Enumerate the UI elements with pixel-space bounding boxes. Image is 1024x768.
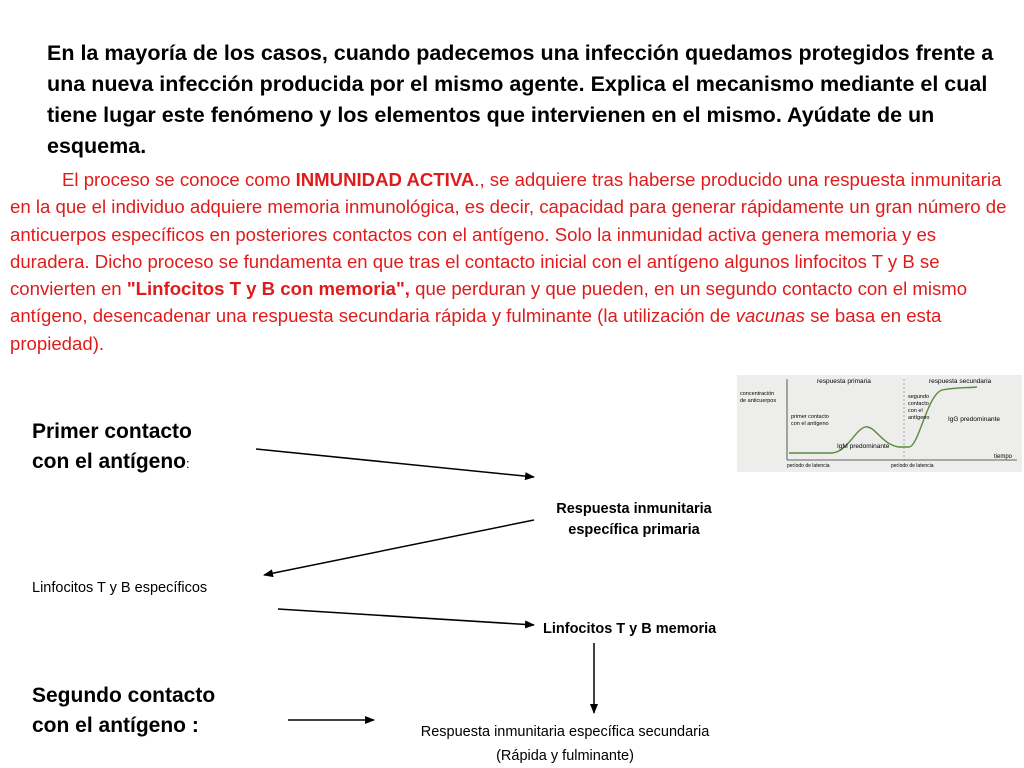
graph-first-contact-label-2: con el antígeno bbox=[791, 421, 829, 427]
first-contact-label bbox=[32, 417, 192, 479]
graph-primary-response-label: respuesta primaria bbox=[817, 378, 871, 385]
graph-secondary-response-label: respuesta secundaria bbox=[929, 378, 992, 385]
primary-response-line-2: específica primaria bbox=[568, 522, 700, 538]
answer-part-4: se basa en esta propiedad). bbox=[10, 305, 942, 354]
graph-y-axis-label-2: de anticuerpos bbox=[740, 398, 777, 404]
first-contact-line-2 bbox=[32, 447, 192, 479]
graph-y-axis-label-1: concentración bbox=[740, 391, 775, 397]
graph-latency-label-1: período de latencia bbox=[787, 463, 830, 469]
second-contact-line-1: Segundo contacto bbox=[32, 684, 216, 707]
secondary-response-label bbox=[380, 720, 750, 768]
first-contact-line-1: Primer contacto bbox=[32, 420, 192, 443]
first-contact-colon: : bbox=[186, 456, 190, 471]
answer-part-1: El proceso se conoce como bbox=[62, 169, 296, 190]
memory-lymphocytes-label: Linfocitos T y B memoria bbox=[543, 621, 717, 637]
answer-term-memory-lymphocytes: "Linfocitos T y B con memoria", bbox=[126, 278, 410, 300]
secondary-response-line-2: (Rápida y fulminante) bbox=[496, 748, 634, 764]
second-contact-label bbox=[32, 681, 215, 741]
arrow-specific-to-memory bbox=[278, 609, 534, 625]
primary-response-label bbox=[519, 499, 749, 541]
answer-part-3: que perduran y que pueden, en un segundo contacto con el mismo antígeno, desencadenar una respuesta secundaria rápida y fulminante (la utilización de bbox=[10, 278, 968, 327]
graph-igm-label: IgM predominante bbox=[837, 443, 890, 450]
secondary-response-line-1: Respuesta inmunitaria específica secundaria bbox=[420, 724, 710, 740]
arrow-first-contact-to-primary bbox=[256, 449, 534, 477]
graph-time-label: tiempo bbox=[994, 454, 1013, 460]
answer-term-vaccines: vacunas bbox=[735, 305, 805, 327]
graph-second-contact-label-2: contacto bbox=[908, 401, 929, 407]
arrow-primary-to-specific-lymphocytes bbox=[264, 520, 534, 575]
primary-response-line-1: Respuesta inmunitaria bbox=[556, 501, 712, 517]
graph-first-contact-label-1: primer contacto bbox=[791, 414, 829, 420]
graph-second-contact-label-3: con el bbox=[908, 408, 923, 414]
graph-second-contact-label-1: segundo bbox=[908, 394, 930, 400]
second-contact-line-2: con el antígeno : bbox=[32, 714, 199, 737]
question-text: En la mayoría de los casos, cuando padecemos una infección quedamos protegidos frente a una nueva infección producida por el mismo agente. Explica el mecanismo mediante el cual tiene lugar este fenómeno y los elementos que intervienen en el mismo. Ayúdate de un esquema. bbox=[47, 41, 994, 158]
specific-lymphocytes-label: Linfocitos T y B específicos bbox=[32, 580, 208, 596]
first-contact-line-2-text: con el antígeno bbox=[32, 450, 187, 473]
answer-part-2: ., se adquiere tras haberse producido una respuesta inmunitaria en la que el individuo adquiere memoria inmunológica, es decir, capacidad para generar rápidamente un gran número de anticuerpos específicos en posteriores contactos con el antígeno. Solo la inmunidad activa genera memoria y es duradera. Dicho proceso se fundamenta en que tras el contacto inicial con el antígeno algunos linfocitos T y B se convierten en bbox=[10, 169, 1007, 300]
graph-second-contact-label-4: antígeno bbox=[908, 415, 930, 421]
graph-latency-label-2: período de latencia bbox=[891, 463, 934, 469]
answer-term-active-immunity: INMUNIDAD ACTIVA bbox=[295, 169, 475, 190]
graph-igg-label: IgG predominante bbox=[948, 416, 1001, 423]
